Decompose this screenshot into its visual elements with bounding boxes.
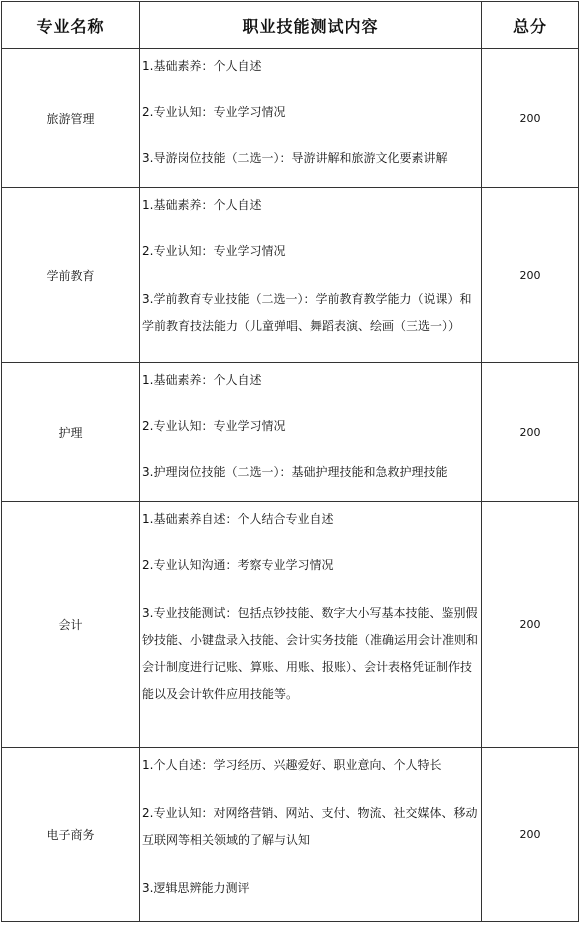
table-row — [2, 363, 579, 502]
content-item: 2.专业认知：专业学习情况 — [142, 105, 286, 119]
total-score: 200 — [482, 49, 579, 188]
test-content — [140, 502, 482, 748]
header-content: 职业技能测试内容 — [140, 2, 482, 49]
content-item: 3.专业技能测试：包括点钞技能、数字大小写基本技能、鉴别假钞技能、小键盘录入技能、会计实务技能（准确运用会计准则和会计制度进行记账、算账、用账、报账）、会计表格凭证制作技能以及会计软件应用技能等。 — [142, 606, 479, 701]
table-row — [2, 502, 579, 748]
content-item: 1.个人自述：学习经历、兴趣爱好、职业意向、个人特长 — [142, 758, 442, 772]
total-score: 200 — [482, 363, 579, 502]
content-item: 2.专业认知：专业学习情况 — [142, 419, 286, 433]
content-item: 2.专业认知：专业学习情况 — [142, 244, 286, 258]
table-row — [2, 748, 579, 922]
content-item: 2.专业认知：对网络营销、网站、支付、物流、社交媒体、移动互联网等相关领域的了解与认知 — [142, 806, 478, 847]
major-name: 旅游管理 — [2, 49, 140, 188]
content-item: 3.导游岗位技能（二选一）：导游讲解和旅游文化要素讲解 — [142, 151, 448, 165]
test-content — [140, 49, 482, 188]
major-name: 学前教育 — [2, 188, 140, 363]
header-major: 专业名称 — [2, 2, 140, 49]
content-item: 1.基础素养：个人自述 — [142, 198, 262, 212]
test-content — [140, 363, 482, 502]
test-content — [140, 748, 482, 922]
content-item: 1.基础素养：个人自述 — [142, 373, 262, 387]
content-item: 3.逻辑思辨能力测评 — [142, 881, 250, 895]
major-name: 会计 — [2, 502, 140, 748]
skills-test-table — [1, 1, 579, 922]
total-score: 200 — [482, 748, 579, 922]
total-score: 200 — [482, 188, 579, 363]
major-name: 护理 — [2, 363, 140, 502]
content-item: 3.护理岗位技能（二选一）：基础护理技能和急救护理技能 — [142, 465, 448, 479]
content-item: 1.基础素养：个人自述 — [142, 59, 262, 73]
test-content — [140, 188, 482, 363]
table-row — [2, 188, 579, 363]
header-total: 总分 — [482, 2, 579, 49]
major-name: 电子商务 — [2, 748, 140, 922]
content-item: 3.学前教育专业技能（二选一）：学前教育教学能力（说课）和学前教育技法能力（儿童弹唱、舞蹈表演、绘画（三选一）） — [142, 292, 472, 333]
content-item: 1.基础素养自述：个人结合专业自述 — [142, 512, 334, 526]
table-row — [2, 49, 579, 188]
content-item: 2.专业认知沟通：考察专业学习情况 — [142, 558, 334, 572]
header-row — [2, 2, 579, 49]
total-score: 200 — [482, 502, 579, 748]
